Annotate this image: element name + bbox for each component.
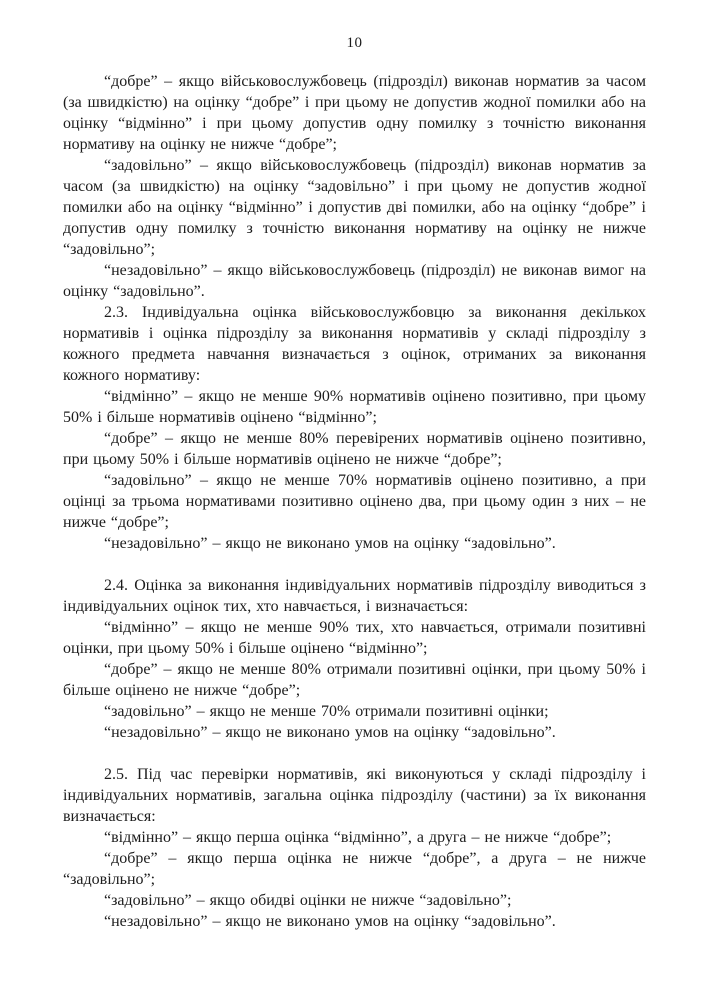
paragraph: “задовільно” – якщо не менше 70% отримали позитивні оцінки; xyxy=(104,703,549,720)
paragraph: “відмінно” – якщо не менше 90% тих, хто навчається, отримали позитивні оцінки, при цьому 50% і більше оцінено “відмінно”; xyxy=(63,619,646,657)
paragraph: “відмінно” – якщо не менше 90% нормативів оцінено позитивно, при цьому 50% і більше нормативів оцінено “відмінно”; xyxy=(63,388,646,426)
page-number: 10 xyxy=(346,35,363,51)
paragraph: “відмінно” – якщо перша оцінка “відмінно”, а друга – не нижче “добре”; xyxy=(104,829,612,846)
paragraph: “задовільно” – якщо обидві оцінки не нижче “задовільно”; xyxy=(104,892,512,909)
paragraph: “незадовільно” – якщо військовослужбовець (підрозділ) не виконав вимог на оцінку “задовільно”. xyxy=(63,262,646,300)
paragraph: 2.4. Оцінка за виконання індивідуальних нормативів підрозділу виводиться з індивідуальних оцінок тих, хто навчається, і визначається: xyxy=(63,577,646,615)
paragraph: “добре” – якщо військовослужбовець (підрозділ) виконав норматив за часом (за швидкістю) на оцінку “добре” і при цьому не допустив жодної помилки або на оцінку “відмінно” і при цьому допустив одну помилку з точністю виконання нормативу на оцінку не нижче “добре”; xyxy=(63,73,646,153)
paragraph: “задовільно” – якщо не менше 70% нормативів оцінено позитивно, а при оцінці за трьома нормативами позитивно оцінено два, при цьому один з них – не нижче “добре”; xyxy=(63,472,646,531)
paragraph: 2.5. Під час перевірки нормативів, які виконуються у складі підрозділу і індивідуальних нормативів, загальна оцінка підрозділу (частини) за їх виконання визначається: xyxy=(63,766,646,825)
paragraph: “добре” – якщо перша оцінка не нижче “добре”, а друга – не нижче “задовільно”; xyxy=(63,850,646,888)
paragraph: “незадовільно” – якщо не виконано умов на оцінку “задовільно”. xyxy=(104,724,556,741)
paragraph: “незадовільно” – якщо не виконано умов на оцінку “задовільно”. xyxy=(104,913,556,930)
paragraph: “задовільно” – якщо військовослужбовець (підрозділ) виконав норматив за часом (за швидкістю) на оцінку “задовільно” і при цьому не допустив жодної помилки або на оцінку “відмінно” і допустив дві помилки, або на оцінку “добре” і допустив одну помилку з точністю виконання нормативу на оцінку не нижче “задовільно”; xyxy=(63,157,646,258)
paragraph: “незадовільно” – якщо не виконано умов на оцінку “задовільно”. xyxy=(104,535,556,552)
paragraph: “добре” – якщо не менше 80% перевірених нормативів оцінено позитивно, при цьому 50% і більше нормативів оцінено не нижче “добре”; xyxy=(63,430,646,468)
document-body xyxy=(63,71,646,932)
paragraph: “добре” – якщо не менше 80% отримали позитивні оцінки, при цьому 50% і більше оцінено не нижче “добре”; xyxy=(63,661,646,699)
paragraph: 2.3. Індивідуальна оцінка військовослужбовцю за виконання декількох нормативів і оцінка підрозділу за виконання нормативів у складі підрозділу з кожного предмета навчання визначається з оцінок, отриманих за виконання кожного нормативу: xyxy=(63,304,646,384)
